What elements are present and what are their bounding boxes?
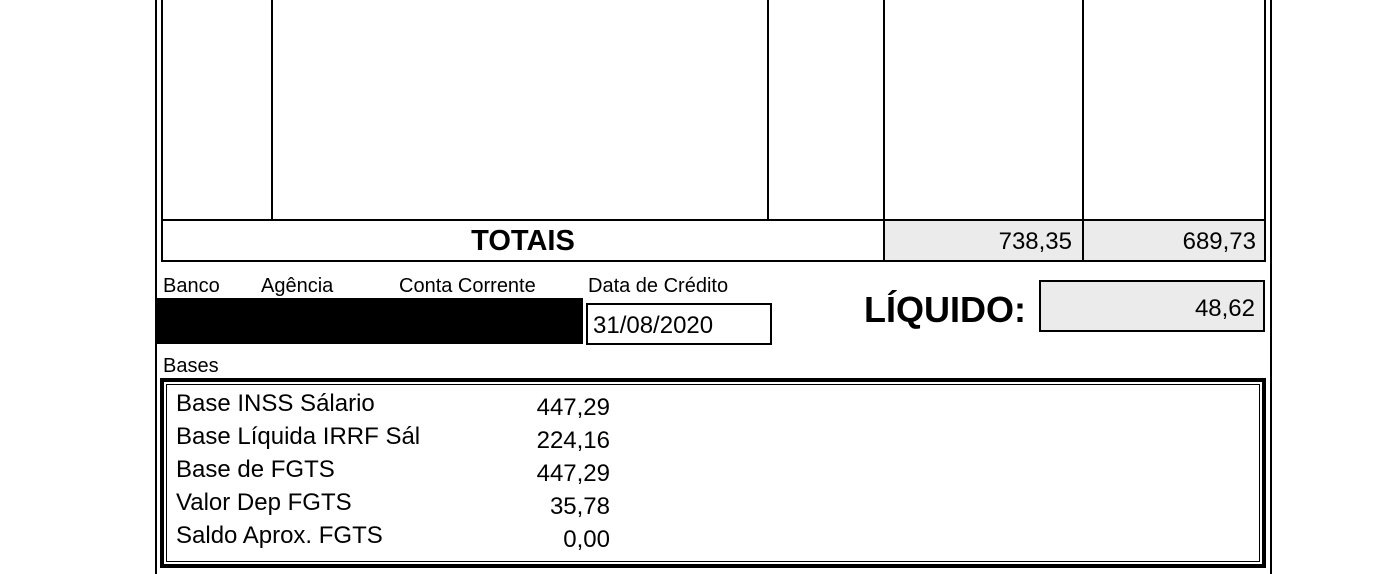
base-row-label: Base Líquida IRRF Sál xyxy=(176,423,421,450)
agencia-label: Agência xyxy=(261,275,334,297)
column-divider xyxy=(883,0,885,221)
totals-label-cell xyxy=(161,219,885,262)
totals-vencimentos-cell xyxy=(883,219,1084,262)
base-row-label: Saldo Aprox. FGTS xyxy=(176,522,383,549)
frame-right-outer xyxy=(1270,0,1272,574)
liquido-label: LÍQUIDO: xyxy=(864,289,1026,330)
column-divider xyxy=(1082,0,1084,221)
totals-descontos-cell xyxy=(1082,219,1266,262)
frame-right-inner xyxy=(1264,0,1266,222)
banco-label: Banco xyxy=(163,275,220,297)
base-row-label: Valor Dep FGTS xyxy=(176,489,352,516)
liquido-value: 48,62 xyxy=(1194,295,1255,322)
base-row-label: Base de FGTS xyxy=(176,456,335,483)
frame-left-inner xyxy=(161,0,163,222)
totals-vencimentos-value: 738,35 xyxy=(998,228,1072,255)
column-divider xyxy=(767,0,769,221)
conta-corrente-label: Conta Corrente xyxy=(399,275,536,297)
frame-left-outer xyxy=(155,0,157,574)
base-row-value: 0,00 xyxy=(563,526,610,553)
base-row-value: 35,78 xyxy=(549,493,610,520)
data-credito-value: 31/08/2020 xyxy=(593,312,714,339)
data-credito-label: Data de Crédito xyxy=(588,275,729,297)
base-row-value: 447,29 xyxy=(536,460,610,487)
column-divider xyxy=(271,0,273,221)
totals-label: TOTAIS xyxy=(471,225,575,257)
base-row-label: Base INSS Sálario xyxy=(176,390,375,417)
base-row-value: 224,16 xyxy=(536,427,610,454)
base-row-value: 447,29 xyxy=(536,394,610,421)
data-credito-field xyxy=(586,303,772,345)
redacted-bank-info xyxy=(156,298,583,344)
totals-descontos-value: 689,73 xyxy=(1182,228,1256,255)
bases-title: Bases xyxy=(163,355,219,377)
liquido-field xyxy=(1039,280,1265,332)
